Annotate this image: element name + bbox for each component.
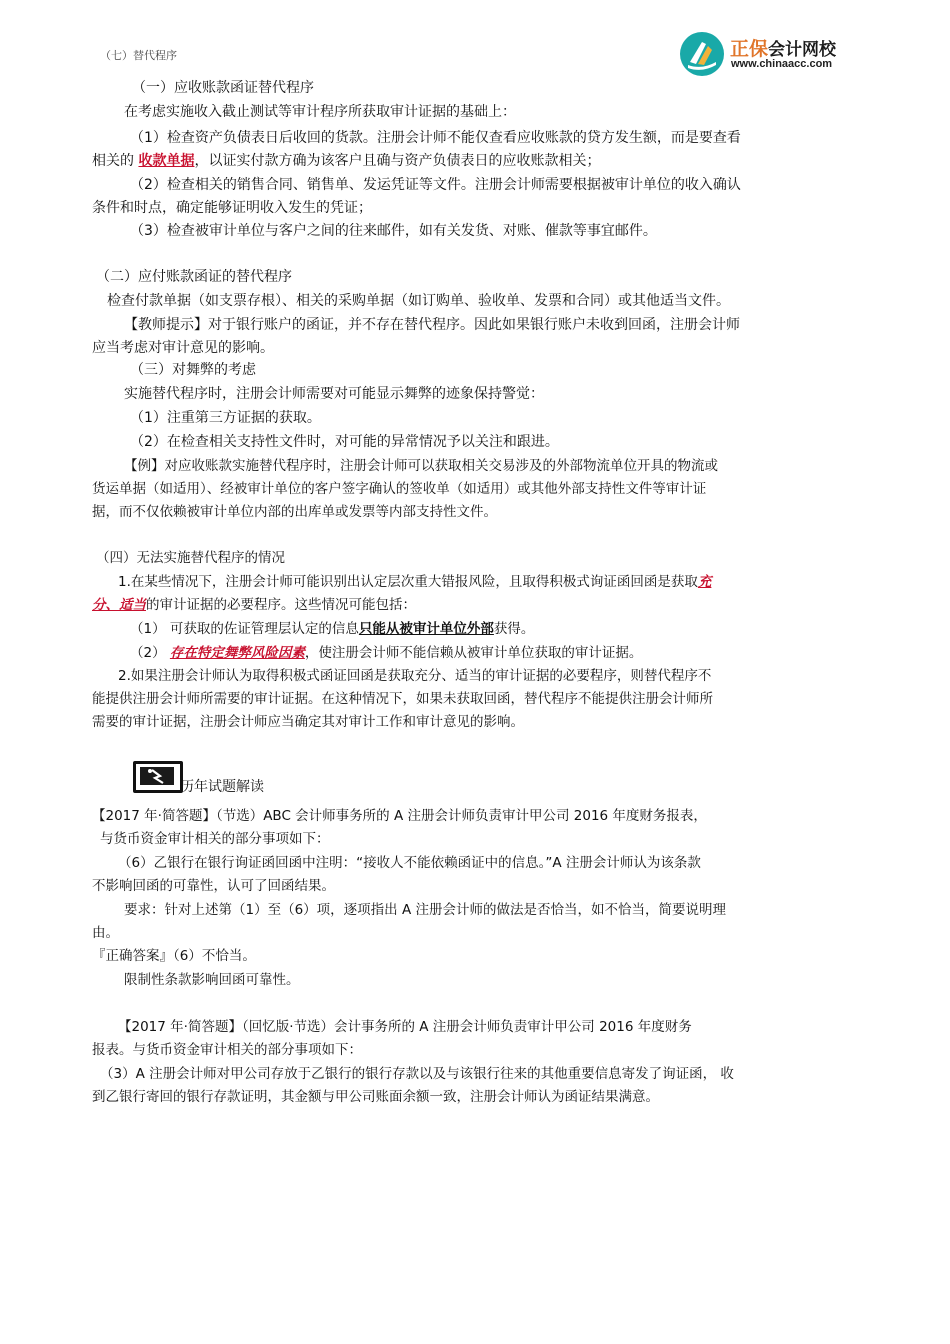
section-4-p1b: 分、适当的审计证据的必要程序。这些情况可能包括： (92, 597, 416, 613)
past-exam-badge-icon (133, 761, 183, 793)
logo-url: www.chinaacc.com (731, 58, 833, 70)
section-2-title: （二）应付账款函证的替代程序 (96, 269, 292, 285)
section-3-example-c: 据，而不仅依赖被审计单位内部的出库单或发票等内部支持性文件。 (92, 504, 497, 520)
exam-q1-d: 不影响回函的可靠性，认可了回函结果。 (92, 878, 335, 894)
exam-requirement-b: 由。 (92, 925, 119, 941)
exam-q1-b: 与货币资金审计相关的部分事项如下： (100, 831, 330, 847)
exam-answer: 『正确答案』（6）不恰当。 (92, 948, 256, 964)
highlight-receipt-docs: 收款单据 (138, 153, 195, 169)
section-1-p2b: 条件和时点，确定能够证明收入发生的凭证； (92, 200, 372, 216)
section-3-intro: 实施替代程序时，注册会计师需要对可能显示舞弊的迹象保持警觉： (124, 386, 544, 402)
section-4-p2b: 能提供注册会计师所需要的审计证据。在这种情况下，如果未获取回函，替代程序不能提供注册会计师所 (92, 691, 713, 707)
section-2-tip-a: 【教师提示】对于银行账户的函证，并不存在替代程序。因此如果银行账户未收到回函，注册会计师 (124, 317, 740, 333)
section-1-p3: （3）检查被审计单位与客户之间的往来邮件，如有关发货、对账、催款等事宜邮件。 (130, 223, 657, 239)
cut-off-heading: （七）替代程序 (100, 49, 177, 62)
logo-brand-text: 正保会计网校 (730, 38, 837, 60)
section-2-body: 检查付款单据（如支票存根）、相关的采购单据（如订购单、验收单、发票和合同）或其他适当文件。 (107, 293, 730, 309)
highlight-external-only: 只能从被审计单位外部 (358, 621, 494, 637)
section-3-title: （三）对舞弊的考虑 (130, 362, 256, 378)
section-1-p1b: 相关的 收款单据，以证实付款方确为该客户且确与资产负债表日的应收账款相关； (92, 153, 601, 169)
section-1-intro: 在考虑实施收入截止测试等审计程序所获取审计证据的基础上： (124, 104, 516, 120)
exam-requirement-a: 要求：针对上述第（1）至（6）项，逐项指出 A 注册会计师的做法是否恰当，如不恰当，简要说明理 (124, 902, 726, 918)
section-3-example-b: 货运单据（如适用）、经被审计单位的客户签字确认的签收单（如适用）或其他外部支持性文件等审计证 (92, 481, 707, 497)
highlight-sufficient-appropriate: 分、适当 (92, 597, 146, 613)
section-4-p2a: 2.如果注册会计师认为取得积极式函证回函是获取充分、适当的审计证据的必要程序，则替代程序不 (118, 668, 712, 684)
section-4-item-2: （2） 存在特定舞弊风险因素，使注册会计师不能信赖从被审计单位获取的审计证据。 (130, 645, 643, 661)
section-2-tip-b: 应当考虑对审计意见的影响。 (92, 340, 274, 356)
exam-q2-a: 【2017 年·简答题】（回忆版·节选）会计事务所的 A 注册会计师负责审计甲公司 2016 年度财务 (118, 1019, 692, 1035)
exam-q2-d: 到乙银行寄回的银行存款证明，其金额与甲公司账面余额一致，注册会计师认为函证结果满意。 (92, 1089, 659, 1105)
section-4-p1a: 1.在某些情况下，注册会计师可能识别出认定层次重大错报风险，且取得积极式询证函回函是获取充 (118, 574, 712, 590)
section-4-item-1: （1） 可获取的佐证管理层认定的信息只能从被审计单位外部获得。 (130, 621, 535, 637)
exam-q1-c: （6）乙银行在银行询证函回函中注明：“接收人不能依赖函证中的信息。”A 注册会计师认为该条款 (118, 855, 701, 871)
section-1-p2a: （2）检查相关的销售合同、销售单、发运凭证等文件。注册会计师需要根据被审计单位的收入确认 (130, 177, 741, 193)
section-3-p2: （2）在检查相关支持性文件时，对可能的异常情况予以关注和跟进。 (130, 434, 559, 450)
logo-emblem-icon (680, 32, 724, 76)
section-4-p2c: 需要的审计证据，注册会计师应当确定其对审计工作和审计意见的影响。 (92, 714, 524, 730)
exam-answer-explanation: 限制性条款影响回函可靠性。 (124, 972, 300, 988)
brand-logo (680, 30, 880, 78)
exam-q2-c: （3）A 注册会计师对甲公司存放于乙银行的银行存款以及与该银行往来的其他重要信息寄发了询证函， 收 (100, 1066, 734, 1082)
exam-q1-a: 【2017 年·简答题】（节选）ABC 会计师事务所的 A 注册会计师负责审计甲公司 2016 年度财务报表， (92, 808, 707, 824)
exam-section-header: 历年试题解读 (180, 779, 264, 795)
section-4-title: （四）无法实施替代程序的情况 (96, 550, 285, 566)
exam-q2-b: 报表。与货币资金审计相关的部分事项如下： (92, 1042, 362, 1058)
highlight-fraud-risk: 存在特定舞弊风险因素 (169, 645, 305, 661)
section-1-title: （一）应收账款函证替代程序 (132, 80, 314, 96)
section-1-p1a: （1）检查资产负债表日后收回的货款。注册会计师不能仅查看应收账款的贷方发生额，而是要查看 (130, 130, 741, 146)
section-3-p1: （1）注重第三方证据的获取。 (130, 410, 321, 426)
section-3-example-a: 【例】对应收账款实施替代程序时，注册会计师可以获取相关交易涉及的外部物流单位开具的物流或 (124, 458, 718, 474)
